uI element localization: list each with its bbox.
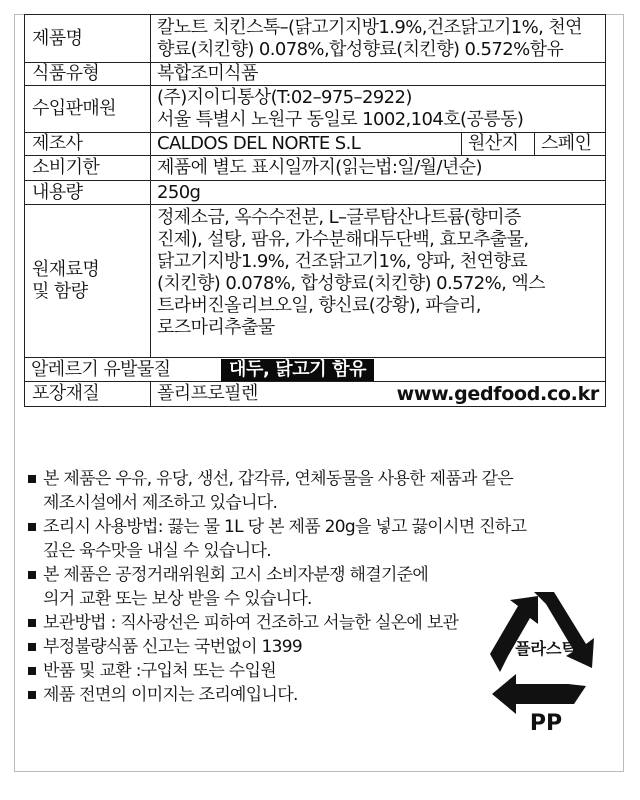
manufacturer-label: 제조사 xyxy=(25,133,151,156)
product-info-table xyxy=(24,14,606,407)
food-type-label: 식품유형 xyxy=(25,63,151,86)
note-item xyxy=(24,515,606,563)
volume-value: 250g xyxy=(151,181,606,205)
origin-value: 스페인 xyxy=(534,133,605,155)
recycle-material-label: 플라스틱 xyxy=(515,639,577,658)
note-item xyxy=(24,659,494,683)
note-text: 본 제품은 공정거래위원회 고시 소비자분쟁 해결기준에 의거 교환 또는 보상 받을 수 있습니다. xyxy=(43,565,429,609)
website-link[interactable]: www.gedfood.co.kr xyxy=(396,383,599,405)
note-text: 반품 및 교환 :구입처 또는 수입원 xyxy=(43,661,276,681)
note-text: 보관방법 : 직사광선은 피하여 건조하고 서늘한 실온에 보관 xyxy=(43,613,459,633)
manufacturer-cell xyxy=(151,133,606,156)
note-item xyxy=(24,635,494,659)
note-item xyxy=(24,563,494,611)
volume-label: 내용량 xyxy=(25,181,151,205)
ingredients-value: 정제소금, 옥수수전분, L–글루탐산나트륨(향미증 진제), 설탕, 팜유, 가수분해대두단백, 효모추출물, 닭고기지방1.9%, 건조닭고기1%, 양파, 천연향료 (치킨향) 0.078%, 합성향료(치킨향) 0.572%, 엑스 트라버진올리브오일, 향신료(강황), 파슬리, 로즈마리추출물 xyxy=(151,205,606,358)
note-item xyxy=(24,683,494,707)
food-type-value: 복합조미식품 xyxy=(151,63,606,86)
note-text: 조리시 사용방법: 끓는 물 1L 당 본 제품 20g을 넣고 끓이시면 진하고 깊은 육수맛을 내실 수 있습니다. xyxy=(43,517,527,561)
packaging-label: 포장재질 xyxy=(25,382,151,407)
product-name-value: 칼노트 치킨스톡–(닭고기지방1.9%,건조닭고기1%, 천연 향료(치킨향) 0.078%,합성향료(치킨향) 0.572%함유 xyxy=(151,15,606,63)
recycle-plastic-mark xyxy=(482,586,610,738)
product-name-label: 제품명 xyxy=(25,15,151,63)
allergy-cell xyxy=(25,358,606,382)
bullet-square-icon xyxy=(28,667,36,675)
bullet-square-icon xyxy=(28,691,36,699)
note-item xyxy=(24,467,606,515)
note-item xyxy=(24,611,494,635)
allergy-value: 대두, 닭고기 함유 xyxy=(221,359,374,381)
row-expiry xyxy=(25,156,606,181)
packaging-cell xyxy=(151,382,606,407)
importer-label: 수입판매원 xyxy=(25,86,151,133)
row-volume xyxy=(25,181,606,205)
row-food-type xyxy=(25,63,606,86)
bullet-square-icon xyxy=(28,523,36,531)
bullet-square-icon xyxy=(28,571,36,579)
row-importer xyxy=(25,86,606,133)
row-manufacturer xyxy=(25,133,606,156)
allergy-label: 알레르기 유발물질 xyxy=(31,358,171,380)
importer-value: (주)지이디통상(T:02–975–2922) 서울 특별시 노원구 동일로 1002,104호(공릉동) xyxy=(151,86,606,133)
row-ingredients xyxy=(25,205,606,358)
packaging-value: 폴리프로필렌 xyxy=(157,383,258,404)
row-product-name xyxy=(25,15,606,63)
ingredients-label xyxy=(25,205,151,358)
bullet-square-icon xyxy=(28,475,36,483)
expiry-value: 제품에 별도 표시일까지(읽는법:일/월/년순) xyxy=(151,156,606,181)
row-allergy xyxy=(25,358,606,382)
row-packaging xyxy=(25,382,606,407)
bullet-square-icon xyxy=(28,643,36,651)
ingredients-label-line1: 원재료명 xyxy=(32,259,100,280)
recycle-code: PP xyxy=(529,711,563,736)
manufacturer-value: CALDOS DEL NORTE S.L xyxy=(157,133,361,154)
origin-label: 원산지 xyxy=(461,133,534,155)
note-text: 부정불량식품 신고는 국번없이 1399 xyxy=(43,637,302,657)
bullet-square-icon xyxy=(28,619,36,627)
note-text: 본 제품은 우유, 유당, 생선, 갑각류, 연체동물을 사용한 제품과 같은 제조시설에서 제조하고 있습니다. xyxy=(43,469,513,513)
expiry-label: 소비기한 xyxy=(25,156,151,181)
ingredients-label-line2: 및 함량 xyxy=(32,281,88,302)
note-text: 제품 전면의 이미지는 조리예입니다. xyxy=(43,685,298,705)
